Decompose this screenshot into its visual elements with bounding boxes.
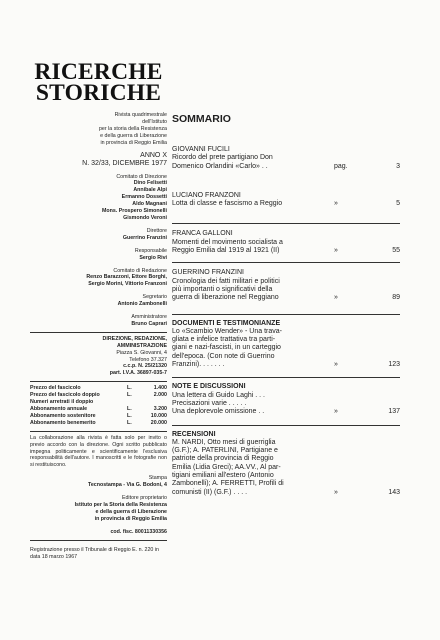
editore-block: Editore proprietario Istituto per la Storia della Resistenza e della guerra di Liberazione in provincia di Reggio Emilia	[74, 495, 167, 522]
toc-entry: GIOVANNI FUCILI Ricordo del prete partigiano Don Domenico Orlandini «Carlo» . . pag. 3	[172, 146, 400, 170]
divider	[172, 223, 400, 224]
toc-page: 137	[388, 408, 400, 416]
section-heading: RECENSIONI	[172, 430, 216, 438]
divider	[172, 425, 400, 426]
direzione-block: Comitato di Direzione Dino Felisetti Annibale Alpi Ermanno Dossetti Aldo Magnani Mons. Prospero Simonelli Gismondo Veroni	[101, 173, 167, 221]
toc-page: 89	[392, 294, 400, 302]
table-of-contents	[172, 100, 400, 497]
toc-section-documenti: DOCUMENTI E TESTIMONIANZE Lo «Scambio Wender» - Una trava- gliata e infelice trattativa tra parti- giani e nazi-fascisti, in un carteggio dell'epoca. (Con note di Guerrino Franzini). . . . . . . » 123	[172, 319, 400, 369]
price-row: Prezzo del fascicolo L. 1.400	[30, 385, 167, 392]
redazione-block: Comitato di Redazione Renzo Barazzoni, Ettore Borghi, Sergio Morini, Vittorio Franzoni	[86, 267, 167, 288]
toc-author: GUERRINO FRANZINI	[172, 269, 244, 277]
price-list	[30, 385, 167, 426]
sommario-title: SOMMARIO	[172, 113, 231, 125]
journal-description: Rivista quadrimestrale dell'Istituto per la storia della Resistenza e della guerra di Liberazione in provincia di Reggio Emilia	[98, 112, 167, 146]
codice-fiscale: cod. fisc. 80011330356	[110, 528, 167, 535]
masthead-title: RICERCHE STORICHE	[34, 59, 163, 106]
toc-page: 55	[392, 247, 400, 255]
toc-entry: GUERRINO FRANZINI Cronologia dei fatti militari e politici più importanti o significativi della guerra di liberazione nel Reggiano » 89	[172, 269, 400, 302]
price-row: Abbonamento annuale L. 3.200	[30, 406, 167, 412]
masthead-column	[30, 59, 167, 560]
direttore-block: Direttore Guerrino Franzini	[122, 227, 167, 241]
toc-page: 3	[396, 162, 400, 170]
segretario-block: Segretario Antonio Zambonelli	[117, 294, 167, 308]
divider	[172, 262, 400, 263]
toc-page: 123	[388, 361, 400, 369]
responsabile-block: Responsabile Sergio Rivi	[134, 247, 167, 261]
toc-entry: LUCIANO FRANZONI Lotta di classe e fascismo a Reggio » 5	[172, 191, 400, 208]
price-row: Abbonamento benemerito L. 20.000	[30, 419, 167, 426]
address-block: DIREZIONE, REDAZIONE, AMMINISTRAZIONE Piazza S. Giovanni, 4 Telefono 37.327 c.c.p. N. 25/21320 part. I.V.A. 36897-035-7	[102, 335, 167, 377]
divider	[30, 540, 167, 541]
issue-year: ANNO X	[140, 151, 167, 159]
divider	[172, 377, 400, 378]
toc-entry: FRANCA GALLONI Momenti del movimento socialista a Reggio Emilia dal 1919 al 1921 (II) » 55	[172, 230, 400, 255]
section-heading: NOTE E DISCUSSIONI	[172, 383, 246, 391]
toc-author: LUCIANO FRANZONI	[172, 191, 241, 199]
toc-author: FRANCA GALLONI	[172, 230, 233, 238]
divider	[30, 381, 167, 382]
toc-section-recensioni: RECENSIONI M. NARDI, Otto mesi di guerriglia (G.F.); A. PATERLINI, Partigiane e patriote della provincia di Reggio Emilia (Lidia Greci); AA.VV., Al par- tigiani emiliani all'estero (Antonio Zambonelli); A. FERRETTI, Profili di comunisti (II) (G.F.) . . . . » 143	[172, 430, 400, 496]
divider	[30, 431, 167, 432]
price-row: Numeri arretrati il doppio	[30, 399, 94, 406]
registration-note: Registrazione presso il Tribunale di Reggio E. n. 220 in data 18 marzo 1967	[30, 546, 159, 560]
editorial-notice: La collaborazione alla rivista è fatta solo per invito o previo accordo con la direzione. Ogni scritto pubblicato impegna politicamente e scientificamente l'esclusiva responsabilità dell'autore. I manoscritti e le fotografie non si restituiscono.	[30, 434, 167, 469]
amministratore-block: Amministratore Bruno Caprari	[131, 314, 167, 327]
section-heading: DOCUMENTI E TESTIMONIANZE	[172, 319, 281, 327]
stampa-block: Stampa Tecnostampa - Via G. Bodoni, 4	[88, 475, 167, 489]
issue-number: N. 32/33, DICEMBRE 1977	[82, 159, 167, 167]
toc-author: GIOVANNI FUCILI	[172, 146, 230, 153]
price-row: Abbonamento sostenitore L. 10.000	[30, 412, 167, 419]
divider	[172, 314, 400, 315]
divider	[30, 332, 167, 333]
price-row: Prezzo del fascicolo doppio L. 2.000	[30, 392, 167, 399]
toc-page: 143	[388, 488, 400, 496]
toc-section-note: NOTE E DISCUSSIONI Una lettera di Guido Laghi . . . Precisazioni varie . . . . . Una deplorevole omissione . . » 137	[172, 383, 400, 416]
toc-page: 5	[396, 200, 400, 208]
